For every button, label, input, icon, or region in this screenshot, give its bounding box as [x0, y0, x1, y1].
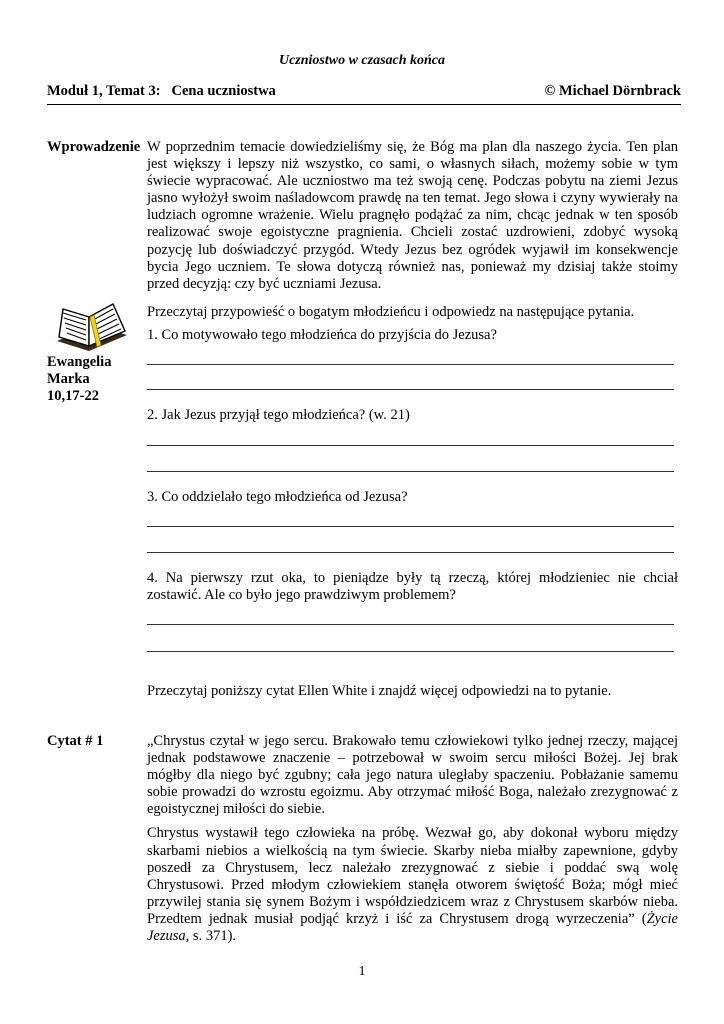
answer-line[interactable]: [147, 651, 674, 652]
scripture-reference: [47, 354, 111, 405]
answer-line[interactable]: [147, 552, 674, 553]
answer-line[interactable]: [147, 471, 674, 472]
question-2: 2. Jak Jezus przyjął tego młodzieńca? (w. 21): [147, 407, 410, 423]
document-title: Uczniostwo w czasach końca: [278, 53, 446, 68]
module-title: Moduł 1, Temat 3: Cena uczniostwa: [47, 83, 276, 99]
answer-line[interactable]: [147, 389, 674, 390]
open-bible-icon: [53, 301, 131, 353]
quote-page-ref: s. 371).: [189, 928, 237, 945]
quote-label: Cytat # 1: [47, 733, 104, 749]
question-3: 3. Co oddzielało tego młodzieńca od Jezusa?: [147, 489, 408, 505]
copyright-notice: © Michael Dörnbrack: [544, 83, 681, 99]
intro-paragraph: W poprzednim temacie dowiedzieliśmy się, że Bóg ma plan dla naszego życia. Ten plan jest większy i lepszy niż wszystko, co sami, o własnych siłach, możemy sobie w tym świecie wypracować. Ale uczniostwo ma też swoją cenę. Podczas pobytu na ziemi Jezus jasno wyłożył swoim naśladowcom prawdę na ten temat. Jego słowa i czyny wywierały na ludziach ogromne wrażenie. Wielu pragnęło podążać za nim, chcąc jednak w ten sposób realizować swoje egoistyczne pragnienia. Chcieli zostać uzdrowieni, zdobyć wysoką pozycję lub doświadczyć przygód. Wtedy Jezus bez ogródek wyjawił im konsekwencje bycia Jego uczniem. Te słowa dotyczą również nas, ponieważ my dzisiaj także stoimy przed decyzją: czy być uczniami Jezusa.: [147, 139, 678, 292]
question-1: 1. Co motywowało tego młodzieńca do przyjścia do Jezusa?: [147, 327, 497, 343]
answer-line[interactable]: [147, 624, 674, 625]
scripture-book-name: Marka: [47, 371, 90, 387]
header-divider: [47, 104, 681, 105]
reading-instruction: Przeczytaj przypowieść o bogatym młodzieńcu i odpowiedz na następujące pytania.: [147, 304, 635, 320]
page-header: [47, 83, 681, 103]
intro-text: [147, 139, 678, 293]
quote-paragraph-text: Chrystus wystawił tego człowieka na próbę. Wezwał go, aby dokonał wyboru między skarbami niebios a wielkością na tym świecie. Skarby nieba miałby zapewnione, gdyby poszedł za Chrystusem, lecz należało zrezygnować z siebie i poddać swą wolę Chrystusowi. Przed młodym człowiekiem stanęła otworem świętość Boża; mógł mieć przywilej stania się synem Bożym i współdziedzicem wraz z Chrystusem skarbów nieba. Przedtem jednak musiał podjąć krzyż i iść za Chrystusem drogą wyrzeczenia” (: [147, 825, 678, 927]
quote-paragraph: [147, 825, 678, 945]
question-4: 4. Na pierwszy rzut oka, to pieniądze były tą rzeczą, której młodzieniec nie chciał zostawić. Ale co było jego prawdziwym problemem?: [147, 570, 678, 604]
intro-label: Wprowadzenie: [47, 139, 141, 155]
scripture-verses: 10,17-22: [47, 388, 99, 404]
quote-source: Życie Jezusa,: [147, 910, 678, 945]
answer-line[interactable]: [147, 364, 674, 365]
page-number: 1: [358, 964, 366, 979]
answer-line[interactable]: [147, 526, 674, 527]
answer-line[interactable]: [147, 445, 674, 446]
quote-text: [147, 733, 678, 945]
quote-paragraph: „Chrystus czytał w jego sercu. Brakowało temu człowiekowi tylko jednej rzeczy, mającej jednak podstawowe znaczenie – potrzebował w swoim sercu miłości Bożej. Jej brak mógłby dla niego być zgubny; cała jego natura uległaby spaczeniu. Pobłażanie samemu sobie prowadzi do wzrostu egoizmu. Aby otrzymać miłość Boga, należało zrezygnować z egoistycznej miłości do siebie.: [147, 733, 678, 818]
white-quote-instruction: Przeczytaj poniższy cytat Ellen White i znajdź więcej odpowiedzi na to pytanie.: [147, 683, 612, 699]
scripture-book: Ewangelia: [47, 354, 112, 370]
